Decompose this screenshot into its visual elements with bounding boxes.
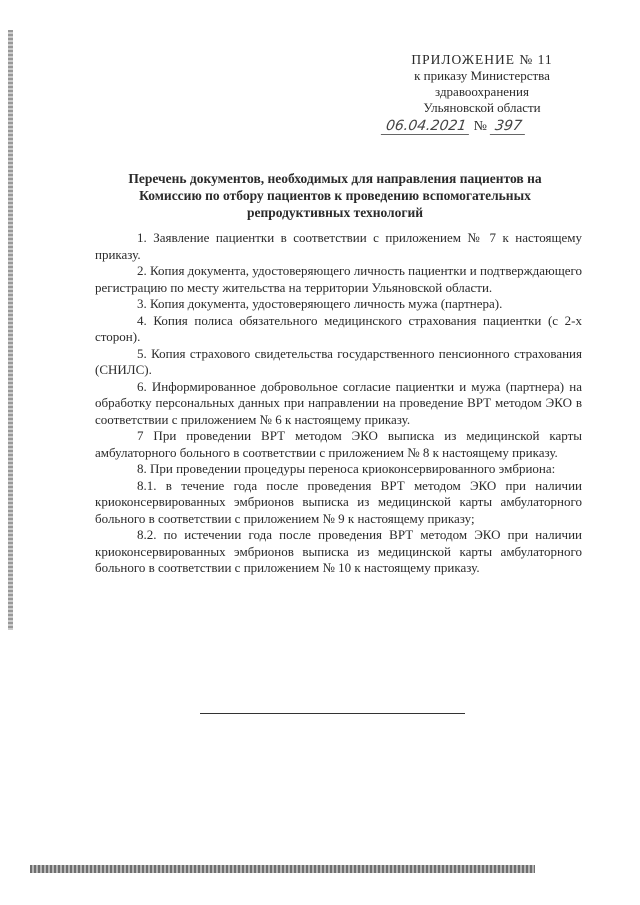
document-body: [95, 230, 582, 577]
list-subitem: 8.1. в течение года после проведения ВРТ методом ЭКО при наличии криоконсервированных эмбрионов выписка из медицинской карты амбулаторного больного в соответствии с приложением № 9 к настоящему приказу;: [95, 477, 582, 526]
closing-rule: [200, 713, 465, 714]
list-item: 6. Информированное добровольное согласие пациентки и мужа (партнера) на обработку персональных данных при направлении на проведение ВРТ методом ЭКО в соответствии с приложением № 6 к настоящему приказу.: [95, 378, 582, 427]
list-item: 7 При проведении ВРТ методом ЭКО выписка из медицинской карты амбулаторного больного в соответствии с приложением № 8 к настоящему приказу.: [95, 428, 582, 460]
list-item: 3. Копия документа, удостоверяющего личность мужа (партнера).: [137, 296, 503, 311]
list-item: 2. Копия документа, удостоверяющего личность пациентки и подтверждающего регистрацию по месту жительства на территории Ульяновской области.: [95, 263, 583, 295]
appendix-title: ПРИЛОЖЕНИЕ № 11: [411, 52, 553, 67]
appendix-number: 397: [489, 118, 526, 135]
scan-edge-bottom: [30, 865, 535, 873]
list-item: 5. Копия страхового свидетельства государственного пенсионного страхования (СНИЛС).: [95, 345, 582, 377]
list-item: 4. Копия полиса обязательного медицинского страхования пациентки (с 2-х сторон).: [95, 312, 582, 344]
list-item: 1. Заявление пациентки в соответствии с приложением № 7 к настоящему приказу.: [95, 230, 582, 262]
appendix-line-3: Ульяновской области: [423, 100, 541, 115]
appendix-header: [382, 52, 582, 135]
appendix-line-2: здравоохранения: [435, 84, 529, 99]
document-heading: Перечень документов, необходимых для направления пациентов на Комиссию по отбору пациентов к проведению вспомогательных репродуктивных технологий: [128, 171, 542, 220]
appendix-number-sign: №: [473, 119, 488, 134]
scan-edge-left: [8, 30, 13, 630]
list-subitem: 8.2. по истечении года после проведения ВРТ методом ЭКО при наличии криоконсервированных эмбрионов выписка из медицинской карты амбулаторного больного в соответствии с приложением № 10 к настоящему приказу.: [95, 527, 582, 575]
appendix-date: 06.04.2021: [381, 118, 472, 135]
appendix-date-line: [382, 118, 582, 135]
appendix-line-1: к приказу Министерства: [414, 68, 550, 83]
list-item: 8. При проведении процедуры переноса криоконсервированного эмбриона:: [137, 461, 556, 476]
